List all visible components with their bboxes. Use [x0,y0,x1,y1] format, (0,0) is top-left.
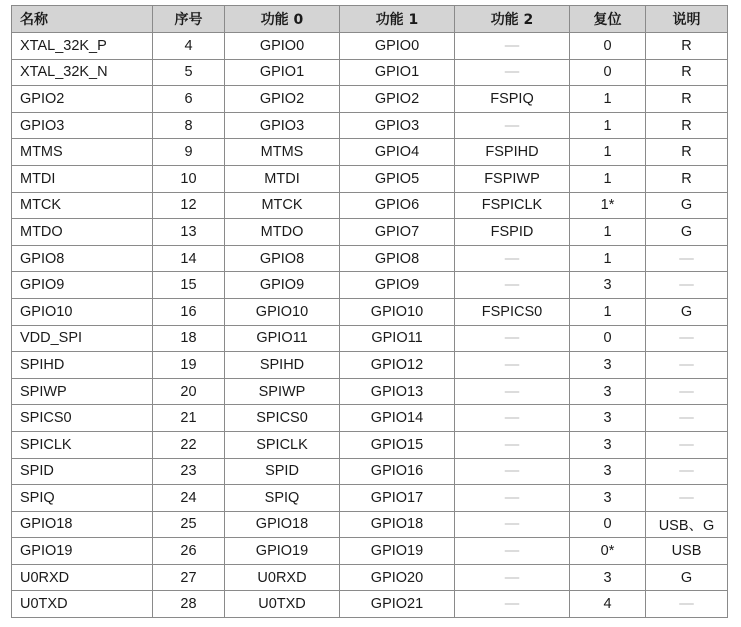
cell-notes: — [646,405,728,432]
cell-function-0: GPIO9 [225,272,340,299]
cell-function-0: GPIO8 [225,245,340,272]
cell-reset: 0* [570,538,646,565]
table-row [12,59,728,86]
cell-reset: 3 [570,458,646,485]
cell-function-0: GPIO19 [225,538,340,565]
cell-reset: 1* [570,192,646,219]
table-row [12,325,728,352]
cell-name: SPID [12,458,153,485]
cell-name: GPIO3 [12,112,153,139]
cell-function-1: GPIO9 [340,272,455,299]
cell-reset: 3 [570,431,646,458]
header-function-0: 功能 0 [225,6,340,33]
table-row [12,591,728,618]
cell-function-0: GPIO2 [225,86,340,113]
table-row [12,511,728,538]
table-body [12,33,728,618]
cell-index: 9 [153,139,225,166]
table-row [12,298,728,325]
cell-function-2: FSPICLK [455,192,570,219]
cell-function-2: — [455,112,570,139]
cell-name: GPIO19 [12,538,153,565]
cell-reset: 1 [570,298,646,325]
cell-function-2: FSPIHD [455,139,570,166]
cell-index: 21 [153,405,225,432]
cell-reset: 0 [570,325,646,352]
cell-notes: — [646,352,728,379]
cell-function-0: GPIO10 [225,298,340,325]
table-row [12,245,728,272]
cell-function-0: U0RXD [225,564,340,591]
cell-index: 16 [153,298,225,325]
cell-function-1: GPIO20 [340,564,455,591]
cell-index: 26 [153,538,225,565]
cell-function-0: MTCK [225,192,340,219]
table-row [12,33,728,60]
cell-name: GPIO8 [12,245,153,272]
cell-notes: — [646,378,728,405]
cell-notes: — [646,325,728,352]
cell-function-0: MTMS [225,139,340,166]
cell-reset: 3 [570,564,646,591]
cell-function-2: — [455,431,570,458]
cell-function-2: — [455,59,570,86]
cell-function-1: GPIO13 [340,378,455,405]
cell-function-1: GPIO1 [340,59,455,86]
cell-name: MTDI [12,165,153,192]
table-row [12,86,728,113]
cell-function-2: — [455,511,570,538]
header-row [12,6,728,33]
cell-name: SPIWP [12,378,153,405]
cell-reset: 3 [570,405,646,432]
cell-notes: R [646,112,728,139]
header-name: 名称 [12,6,153,33]
table-row [12,192,728,219]
pin-table-container [11,5,728,618]
cell-function-0: U0TXD [225,591,340,618]
cell-reset: 3 [570,272,646,299]
cell-reset: 3 [570,378,646,405]
cell-function-1: GPIO0 [340,33,455,60]
cell-function-1: GPIO19 [340,538,455,565]
cell-function-0: GPIO1 [225,59,340,86]
cell-function-0: SPIWP [225,378,340,405]
cell-function-2: — [455,405,570,432]
cell-function-0: GPIO0 [225,33,340,60]
table-row [12,219,728,246]
cell-index: 19 [153,352,225,379]
table-row [12,272,728,299]
cell-index: 12 [153,192,225,219]
cell-function-0: SPICS0 [225,405,340,432]
table-row [12,352,728,379]
cell-function-2: FSPICS0 [455,298,570,325]
cell-index: 23 [153,458,225,485]
cell-index: 27 [153,564,225,591]
table-row [12,165,728,192]
cell-name: U0TXD [12,591,153,618]
cell-function-1: GPIO6 [340,192,455,219]
cell-reset: 0 [570,33,646,60]
table-header [12,6,728,33]
cell-name: GPIO10 [12,298,153,325]
header-function-2: 功能 2 [455,6,570,33]
cell-function-1: GPIO21 [340,591,455,618]
cell-function-0: GPIO11 [225,325,340,352]
cell-reset: 1 [570,112,646,139]
cell-function-0: SPIHD [225,352,340,379]
table-row [12,112,728,139]
cell-notes: — [646,431,728,458]
table-row [12,431,728,458]
cell-function-1: GPIO11 [340,325,455,352]
cell-function-1: GPIO16 [340,458,455,485]
cell-function-2: — [455,325,570,352]
cell-name: GPIO9 [12,272,153,299]
table-row [12,564,728,591]
cell-notes: — [646,485,728,512]
table-row [12,378,728,405]
cell-reset: 1 [570,86,646,113]
cell-name: VDD_SPI [12,325,153,352]
cell-reset: 3 [570,485,646,512]
cell-index: 20 [153,378,225,405]
cell-name: SPICLK [12,431,153,458]
cell-name: XTAL_32K_N [12,59,153,86]
table-row [12,538,728,565]
cell-index: 13 [153,219,225,246]
cell-name: MTDO [12,219,153,246]
cell-function-2: — [455,538,570,565]
cell-notes: G [646,298,728,325]
cell-index: 25 [153,511,225,538]
cell-index: 6 [153,86,225,113]
cell-notes: R [646,165,728,192]
cell-function-1: GPIO8 [340,245,455,272]
cell-function-1: GPIO2 [340,86,455,113]
cell-reset: 0 [570,59,646,86]
cell-reset: 3 [570,352,646,379]
cell-notes: R [646,59,728,86]
cell-reset: 0 [570,511,646,538]
header-reset: 复位 [570,6,646,33]
cell-notes: R [646,86,728,113]
cell-function-2: — [455,272,570,299]
cell-name: GPIO18 [12,511,153,538]
cell-function-0: MTDI [225,165,340,192]
cell-notes: G [646,192,728,219]
cell-notes: — [646,245,728,272]
cell-function-1: GPIO10 [340,298,455,325]
cell-function-1: GPIO3 [340,112,455,139]
cell-function-1: GPIO12 [340,352,455,379]
cell-function-2: — [455,33,570,60]
cell-function-0: GPIO18 [225,511,340,538]
header-function-1: 功能 1 [340,6,455,33]
cell-function-1: GPIO18 [340,511,455,538]
cell-function-2: — [455,591,570,618]
cell-function-1: GPIO5 [340,165,455,192]
cell-function-0: MTDO [225,219,340,246]
cell-index: 4 [153,33,225,60]
cell-reset: 1 [570,139,646,166]
cell-function-2: FSPIQ [455,86,570,113]
cell-name: SPICS0 [12,405,153,432]
cell-reset: 1 [570,219,646,246]
cell-function-0: SPICLK [225,431,340,458]
cell-index: 15 [153,272,225,299]
cell-notes: — [646,591,728,618]
cell-notes: R [646,33,728,60]
cell-function-1: GPIO15 [340,431,455,458]
table-row [12,485,728,512]
cell-name: U0RXD [12,564,153,591]
cell-index: 8 [153,112,225,139]
cell-index: 5 [153,59,225,86]
cell-function-0: SPID [225,458,340,485]
cell-name: GPIO2 [12,86,153,113]
cell-name: SPIHD [12,352,153,379]
cell-function-2: — [455,564,570,591]
cell-index: 22 [153,431,225,458]
cell-notes: R [646,139,728,166]
cell-function-2: — [455,245,570,272]
cell-reset: 1 [570,245,646,272]
cell-name: XTAL_32K_P [12,33,153,60]
cell-function-0: SPIQ [225,485,340,512]
cell-function-1: GPIO14 [340,405,455,432]
header-notes: 说明 [646,6,728,33]
cell-function-2: FSPID [455,219,570,246]
header-index: 序号 [153,6,225,33]
cell-reset: 4 [570,591,646,618]
cell-name: SPIQ [12,485,153,512]
cell-notes: — [646,272,728,299]
cell-reset: 1 [570,165,646,192]
cell-notes: G [646,564,728,591]
cell-index: 14 [153,245,225,272]
cell-notes: — [646,458,728,485]
cell-function-2: FSPIWP [455,165,570,192]
cell-function-2: — [455,352,570,379]
table-row [12,458,728,485]
cell-notes: G [646,219,728,246]
cell-name: MTCK [12,192,153,219]
cell-notes: USB [646,538,728,565]
cell-index: 10 [153,165,225,192]
cell-index: 28 [153,591,225,618]
cell-function-1: GPIO7 [340,219,455,246]
table-row [12,405,728,432]
cell-function-1: GPIO4 [340,139,455,166]
cell-index: 24 [153,485,225,512]
table-row [12,139,728,166]
cell-function-2: — [455,458,570,485]
cell-index: 18 [153,325,225,352]
cell-function-1: GPIO17 [340,485,455,512]
cell-function-2: — [455,485,570,512]
cell-name: MTMS [12,139,153,166]
cell-function-0: GPIO3 [225,112,340,139]
pin-function-table [11,5,728,618]
cell-notes: USB、G [646,511,728,538]
cell-function-2: — [455,378,570,405]
